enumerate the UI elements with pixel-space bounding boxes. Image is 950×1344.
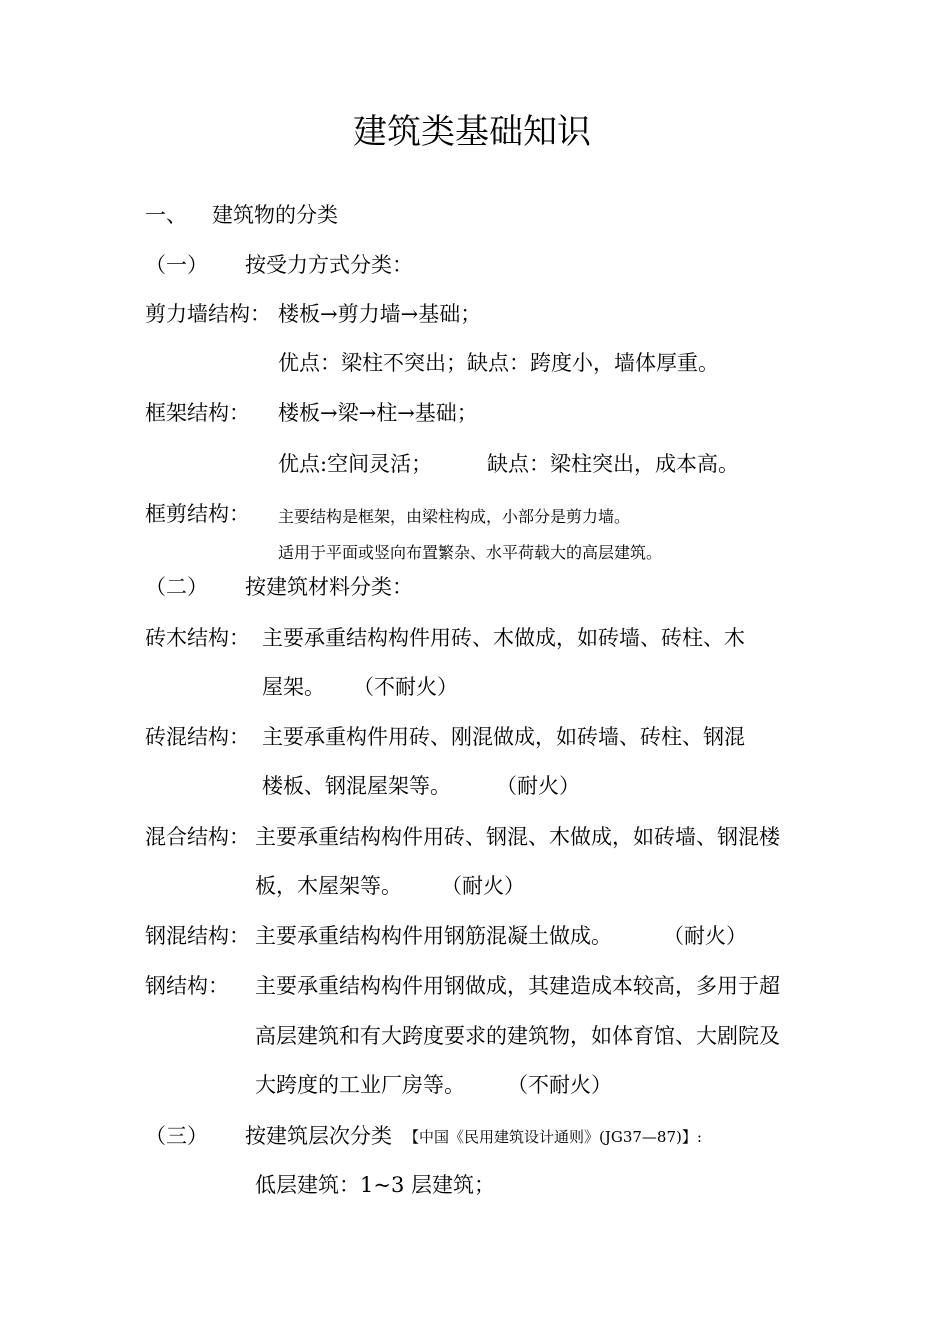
subsection-2-number: （二） [145,575,208,599]
subsection-3-reference: 【中国《民用建筑设计通则》(JG37—87)】: [404,1128,702,1146]
steel-line-3: 大跨度的工业厂房等。 [255,1073,465,1097]
mixed-line-2: 板，木屋架等。 [255,874,402,898]
subsection-3-number: （三） [145,1124,208,1148]
subsection-1-number: （一） [145,253,208,277]
brick-wood-line-1: 主要承重结构构件用砖、木做成，如砖墙、砖柱、木 [262,626,745,650]
section-1-heading: 建筑物的分类 [212,203,338,227]
frame-shear-label: 框剪结构： [145,502,250,526]
shear-wall-label: 剪力墙结构： [145,302,271,326]
brick-concrete-fire-note: （耐火） [496,774,580,798]
frame-pros: 优点:空间灵活； [278,452,433,476]
frame-shear-line-2: 适用于平面或竖向布置繁杂、水平荷载大的高层建筑。 [278,543,663,562]
steel-line-2: 高层建筑和有大跨度要求的建筑物，如体育馆、大剧院及 [255,1024,780,1048]
frame-label: 框架结构： [145,401,250,425]
brick-concrete-line-1: 主要承重构件用砖、刚混做成，如砖墙、砖柱、钢混 [262,725,745,749]
subsection-2-heading: 按建筑材料分类： [245,575,413,599]
steel-label: 钢结构： [145,974,229,998]
brick-concrete-line-2: 楼板、钢混屋架等。 [262,774,451,798]
subsection-1-heading: 按受力方式分类： [245,253,413,277]
shear-wall-pros-cons: 优点：梁柱不突出；缺点：跨度小，墙体厚重。 [278,351,719,375]
rc-label: 钢混结构： [145,924,250,948]
brick-wood-fire-note: （不耐火） [353,675,458,699]
steel-fire-note: （不耐火） [507,1073,612,1097]
rc-fire-note: （耐火） [663,924,747,948]
document-title: 建筑类基础知识 [353,112,591,152]
frame-shear-line-1: 主要结构是框架，由梁柱构成，小部分是剪力墙。 [278,507,631,526]
rc-line-1: 主要承重结构构件用钢筋混凝土做成。 [255,924,612,948]
shear-wall-load-path: 楼板→剪力墙→基础； [278,302,482,326]
brick-concrete-label: 砖混结构： [145,725,250,749]
subsection-3-heading: 按建筑层次分类 [245,1124,392,1148]
frame-load-path: 楼板→梁→柱→基础； [278,401,478,425]
brick-wood-line-2: 屋架。 [262,675,325,699]
brick-wood-label: 砖木结构： [145,626,250,650]
mixed-fire-note: （耐火） [441,874,525,898]
frame-cons: 缺点：梁柱突出，成本高。 [487,452,739,476]
mixed-label: 混合结构： [145,825,250,849]
section-1-number: 一、 [145,203,187,227]
mixed-line-1: 主要承重结构构件用砖、钢混、木做成，如砖墙、钢混楼 [255,825,780,849]
steel-line-1: 主要承重结构构件用钢做成，其建造成本较高，多用于超 [255,974,780,998]
low-rise-definition: 低层建筑：1~3 层建筑； [255,1173,495,1197]
